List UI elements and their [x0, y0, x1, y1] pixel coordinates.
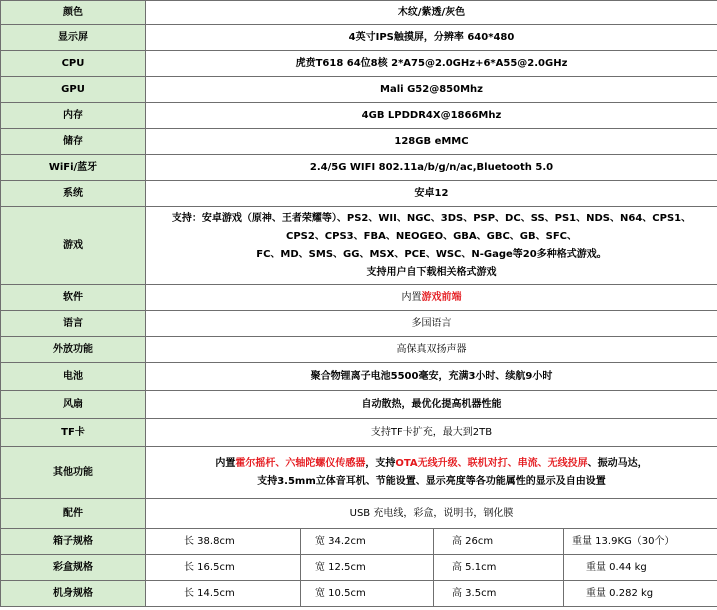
table-row: [1, 207, 717, 285]
other-line-1: [150, 455, 713, 473]
row-value-gpu: Mali G52@850Mhz: [146, 77, 717, 103]
row-label-color: 颜色: [1, 1, 146, 25]
software-prefix: 内置: [401, 291, 422, 303]
row-label-tf-card: TF卡: [1, 419, 146, 447]
dim-device-width: 宽 10.5cm: [301, 581, 434, 607]
table-row: [1, 51, 717, 77]
table-row: [1, 499, 717, 529]
row-label-fan: 风扇: [1, 391, 146, 419]
software-highlight: 游戏前端: [421, 291, 462, 303]
dim-giftbox-height: 高 5.1cm: [434, 555, 564, 581]
row-value-memory: 4GB LPDDR4X@1866Mhz: [146, 103, 717, 129]
dim-giftbox-length: 长 16.5cm: [146, 555, 301, 581]
other-seg-2: 霍尔摇杆、六轴陀螺仪传感器: [235, 457, 366, 469]
games-line-1: 支持：安卓游戏（原神、王者荣耀等）、PS2、WII、NGC、3DS、PSP、DC、SS、PS1、NDS、N64、CPS1、: [171, 212, 692, 224]
dim-carton-height: 高 26cm: [434, 529, 564, 555]
table-row: [1, 103, 717, 129]
row-label-games: 游戏: [1, 207, 146, 285]
row-value-color: 木纹/紫透/灰色: [146, 1, 717, 25]
dim-device-height: 高 3.5cm: [434, 581, 564, 607]
row-value-accessories: USB 充电线，彩盒，说明书，钢化膜: [146, 499, 717, 529]
table-row: [1, 155, 717, 181]
table-row: [1, 1, 717, 25]
table-row: [1, 181, 717, 207]
table-row: [1, 581, 717, 607]
other-seg-3: ，支持: [365, 457, 396, 469]
other-seg-1: 内置: [215, 457, 236, 469]
row-value-storage: 128GB eMMC: [146, 129, 717, 155]
row-value-language: 多国语言: [146, 311, 717, 337]
row-label-software: 软件: [1, 285, 146, 311]
row-label-speaker: 外放功能: [1, 337, 146, 363]
row-value-games: [146, 207, 717, 285]
table-row: [1, 337, 717, 363]
dim-giftbox-width: 宽 12.5cm: [301, 555, 434, 581]
dim-giftbox-weight: 重量 0.44 kg: [564, 555, 717, 581]
row-value-other: [146, 447, 717, 499]
table-row: [1, 555, 717, 581]
row-label-wifi: WiFi/蓝牙: [1, 155, 146, 181]
row-value-tf-card: 支持TF卡扩充，最大到2TB: [146, 419, 717, 447]
row-label-system: 系统: [1, 181, 146, 207]
dim-label-carton: 箱子规格: [1, 529, 146, 555]
games-line-3: FC、MD、SMS、GG、MSX、PCE、WSC、N-Gage等20多种格式游戏。: [256, 248, 607, 260]
table-row: [1, 391, 717, 419]
row-value-speaker: 高保真双扬声器: [146, 337, 717, 363]
row-value-fan: 自动散热，最优化提高机器性能: [146, 391, 717, 419]
other-seg-4: OTA无线升级、联机对打、串流、无线投屏: [395, 457, 588, 469]
row-label-gpu: GPU: [1, 77, 146, 103]
row-label-language: 语言: [1, 311, 146, 337]
table-row: [1, 285, 717, 311]
row-value-display: 4英寸IPS触摸屏，分辨率 640*480: [146, 25, 717, 51]
dim-carton-weight: 重量 13.9KG（30个）: [564, 529, 717, 555]
games-line-2: CPS2、CPS3、FBA、NEOGEO、GBA、GBC、GB、SFC、: [285, 230, 578, 242]
dim-device-weight: 重量 0.282 kg: [564, 581, 717, 607]
table-row: [1, 311, 717, 337]
row-label-display: 显示屏: [1, 25, 146, 51]
table-row: [1, 77, 717, 103]
row-label-other: 其他功能: [1, 447, 146, 499]
row-label-cpu: CPU: [1, 51, 146, 77]
row-value-wifi: 2.4/5G WIFI 802.11a/b/g/n/ac,Bluetooth 5.0: [146, 155, 717, 181]
row-label-accessories: 配件: [1, 499, 146, 529]
dim-carton-width: 宽 34.2cm: [301, 529, 434, 555]
row-value-battery: 聚合物锂离子电池5500毫安，充满3小时、续航9小时: [146, 363, 717, 391]
row-label-storage: 储存: [1, 129, 146, 155]
table-row: [1, 363, 717, 391]
other-seg-5: 、振动马达，: [587, 457, 648, 469]
dim-carton-length: 长 38.8cm: [146, 529, 301, 555]
other-line-2: 支持3.5mm立体音耳机、节能设置、显示亮度等各功能属性的显示及自由设置: [257, 475, 606, 487]
row-label-memory: 内存: [1, 103, 146, 129]
table-row: [1, 129, 717, 155]
table-row: [1, 25, 717, 51]
row-value-cpu: 虎贲T618 64位8核 2*A75@2.0GHz+6*A55@2.0GHz: [146, 51, 717, 77]
row-value-system: 安卓12: [146, 181, 717, 207]
table-row: [1, 419, 717, 447]
table-row: [1, 529, 717, 555]
dim-label-device: 机身规格: [1, 581, 146, 607]
dim-device-length: 长 14.5cm: [146, 581, 301, 607]
dim-label-giftbox: 彩盒规格: [1, 555, 146, 581]
row-value-software: [146, 285, 717, 311]
table-row: [1, 447, 717, 499]
row-label-battery: 电池: [1, 363, 146, 391]
games-line-4: 支持用户自下载相关格式游戏: [366, 266, 497, 278]
